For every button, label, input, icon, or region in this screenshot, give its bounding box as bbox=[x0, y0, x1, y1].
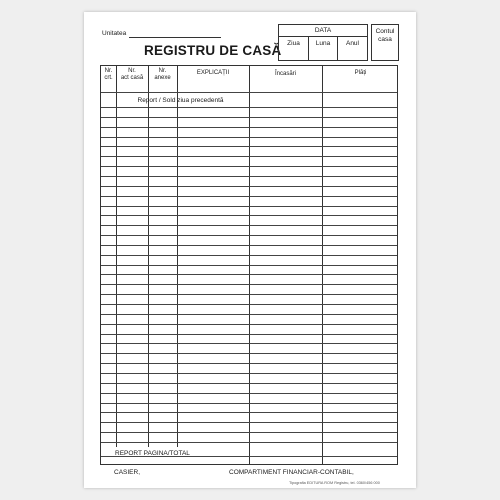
col-divider-2 bbox=[148, 66, 149, 447]
column-header-line: Nr. bbox=[128, 68, 136, 74]
column-header-line: Nr. bbox=[104, 68, 113, 74]
page-title: REGISTRU DE CASĂ bbox=[144, 43, 282, 58]
table-row-line bbox=[101, 225, 397, 226]
table-row-line bbox=[101, 393, 397, 394]
table-row-line bbox=[101, 107, 397, 108]
table-row-line bbox=[101, 442, 397, 443]
date-day-label: Ziua bbox=[279, 36, 309, 60]
table-row-line bbox=[101, 294, 397, 295]
column-header-nr-crt bbox=[101, 68, 116, 82]
table-row-line bbox=[101, 373, 397, 374]
register-table bbox=[100, 65, 398, 465]
finance-department-label: COMPARTIMENT FINANCIAR-CONTABIL, bbox=[229, 469, 354, 476]
table-row-line bbox=[101, 412, 397, 413]
unit-line bbox=[129, 37, 221, 38]
table-row-line bbox=[101, 206, 397, 207]
table-row-line bbox=[101, 274, 397, 275]
table-row-line bbox=[101, 146, 397, 147]
table-row-line bbox=[101, 186, 397, 187]
table-row-line bbox=[101, 176, 397, 177]
table-row-line bbox=[101, 92, 397, 93]
table-row-line bbox=[101, 334, 397, 335]
unit-label: Unitatea bbox=[102, 30, 127, 37]
column-header-line: Nr. bbox=[158, 68, 167, 74]
page-total-label: REPORT PAGINA/TOTAL bbox=[115, 450, 190, 457]
table-row-line bbox=[101, 235, 397, 236]
col-divider-1 bbox=[116, 66, 117, 447]
cash-account-box bbox=[371, 24, 399, 61]
table-row-line bbox=[101, 456, 397, 457]
cash-account-label-line1: Contul bbox=[375, 28, 395, 35]
table-row-line bbox=[101, 304, 397, 305]
table-row-line bbox=[101, 343, 397, 344]
col-divider-3 bbox=[177, 66, 178, 447]
table-row-line bbox=[101, 314, 397, 315]
table-row-line bbox=[101, 166, 397, 167]
date-box-title: DATA bbox=[279, 25, 367, 37]
column-header-incasari: Încasări bbox=[274, 71, 296, 77]
cash-account-label-line2: casa bbox=[378, 36, 392, 43]
table-row-line bbox=[101, 422, 397, 423]
table-row-line bbox=[101, 156, 397, 157]
date-box bbox=[278, 24, 368, 61]
table-row-line bbox=[101, 353, 397, 354]
table-row-line bbox=[101, 196, 397, 197]
table-row-line bbox=[101, 117, 397, 118]
table-row-line bbox=[101, 432, 397, 433]
register-sheet bbox=[84, 12, 416, 488]
table-row-line bbox=[101, 383, 397, 384]
date-year-label: Anul bbox=[345, 40, 359, 47]
column-header-line: act casă bbox=[120, 75, 144, 81]
column-header-act-casa bbox=[116, 68, 148, 82]
cashier-label: CASIER, bbox=[114, 469, 141, 476]
column-header-line: crt. bbox=[104, 75, 113, 81]
column-header-explicatii: EXPLICAȚII bbox=[196, 70, 230, 76]
column-header-plati: Plăți bbox=[354, 70, 367, 76]
table-row-line bbox=[101, 245, 397, 246]
date-month-label: Luna bbox=[309, 36, 338, 60]
table-row-line bbox=[101, 215, 397, 216]
table-row-line bbox=[101, 137, 397, 138]
printer-info: Tipografia EDITURA ROM Registru, tel. 0360/456 000 bbox=[289, 481, 380, 485]
table-row-line bbox=[101, 363, 397, 364]
column-header-anexe bbox=[148, 68, 177, 82]
table-row-line bbox=[101, 324, 397, 325]
table-row-line bbox=[101, 403, 397, 404]
table-row-line bbox=[101, 127, 397, 128]
table-row-line bbox=[101, 265, 397, 266]
column-header-line: anexe bbox=[154, 75, 171, 81]
table-row-line bbox=[101, 255, 397, 256]
table-row-line bbox=[101, 284, 397, 285]
previous-balance-label: Report / Sold ziua precedentă bbox=[137, 97, 224, 104]
